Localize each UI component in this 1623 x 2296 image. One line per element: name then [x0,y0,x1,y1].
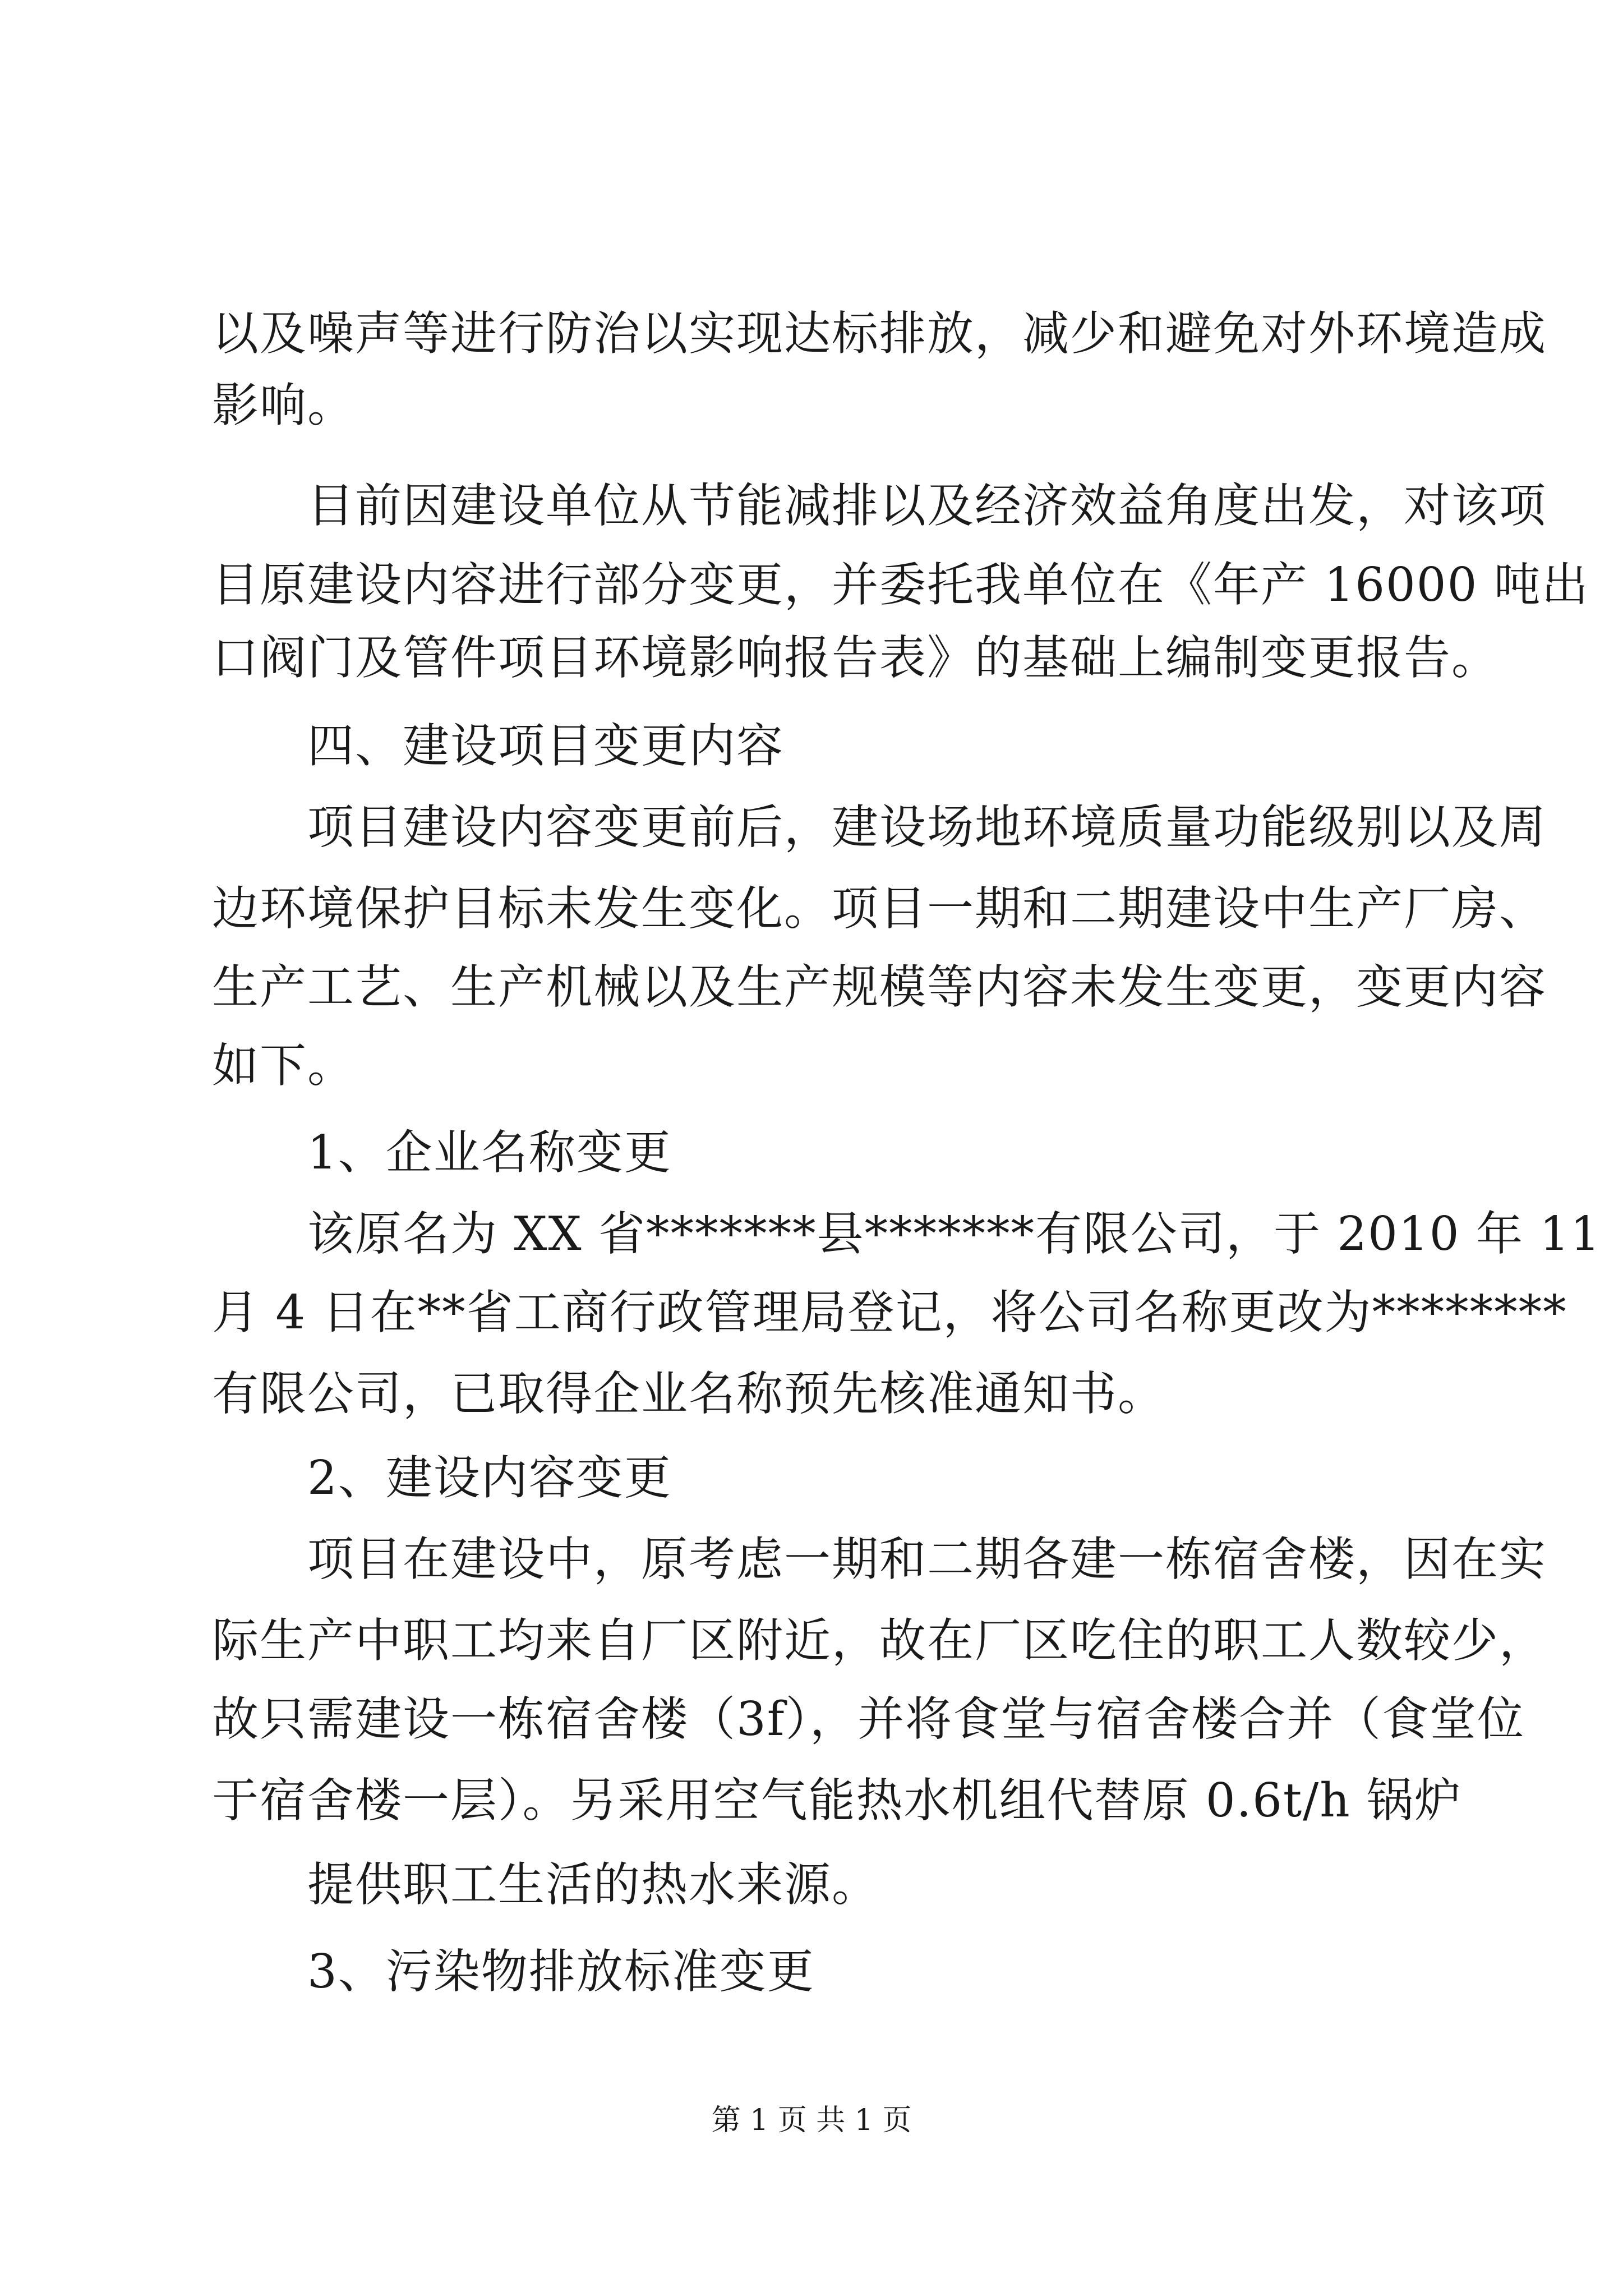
subsection-heading: 1、企业名称变更 [307,1125,672,1180]
text-line: 际生产中职工均来自厂区附近，故在厂区吃住的职工人数较少， [212,1613,1547,1668]
text-line: 生产工艺、生产机械以及生产规模等内容未发生变更，变更内容 [212,960,1547,1014]
subsection-heading: 2、建设内容变更 [307,1451,672,1505]
subsection-heading: 3、污染物排放标准变更 [307,1944,815,1999]
text-line: 月 4 日在**省工商行政管理局登记，将公司名称更改为******** [212,1285,1567,1340]
text-line: 项目建设内容变更前后，建设场地环境质量功能级别以及周 [307,800,1547,854]
text-line: 故只需建设一栋宿舍楼（3f），并将食堂与宿舍楼合并（食堂位 [212,1692,1525,1746]
text-line: 于宿舍楼一层）。另采用空气能热水机组代替原 0.6t/h 锅炉 [212,1773,1463,1828]
text-line: 提供职工生活的热水来源。 [307,1857,879,1912]
text-line: 如下。 [212,1038,355,1093]
text-line: 影响。 [212,378,355,432]
page-footer: 第 1 页 共 1 页 [711,2104,912,2137]
text-line: 目原建设内容进行部分变更，并委托我单位在《年产 16000 吨出 [212,558,1589,612]
text-line: 该原名为 XX 省*******县*******有限公司，于 2010 年 11 [307,1207,1601,1261]
text-line: 边环境保护目标未发生变化。项目一期和二期建设中生产厂房、 [212,881,1547,936]
text-line: 以及噪声等进行防治以实现达标排放，减少和避免对外环境造成 [212,306,1547,361]
text-line: 目前因建设单位从节能减排以及经济效益角度出发，对该项 [307,478,1547,533]
section-heading: 四、建设项目变更内容 [307,719,784,773]
text-line: 有限公司，已取得企业名称预先核准通知书。 [212,1366,1165,1421]
text-line: 项目在建设中，原考虑一期和二期各建一栋宿舍楼，因在实 [307,1532,1547,1586]
text-line: 口阀门及管件项目环境影响报告表》的基础上编制变更报告。 [212,631,1499,685]
